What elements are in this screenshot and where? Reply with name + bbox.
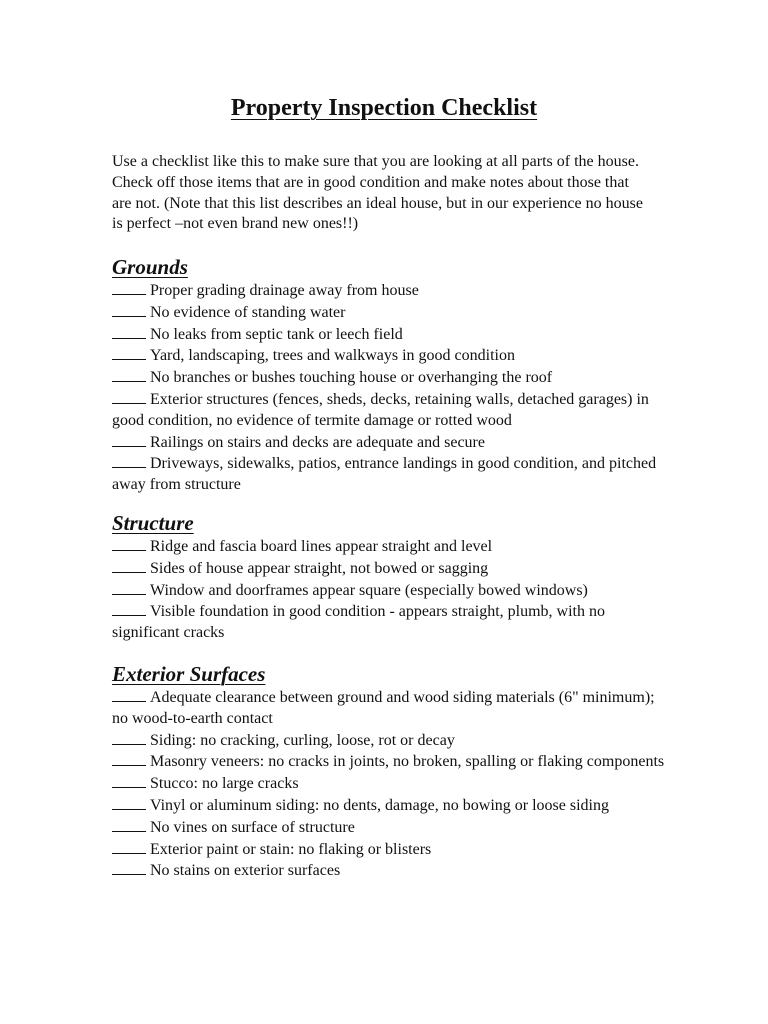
intro-paragraph: Use a checklist like this to make sure that you are looking at all parts of the house. Check off those items that are in good condition and make notes about those that are not. (Note that this list describes an ideal house, but in our experience no house is perfect –not even brand new ones!!) <box>112 153 643 233</box>
checklist-item: Vinyl or aluminum siding: no dents, damage, no bowing or loose siding <box>112 795 672 817</box>
check-blank[interactable] <box>112 432 146 447</box>
checklist-grounds <box>112 280 672 496</box>
section-structure <box>112 510 672 644</box>
checklist-item: No vines on surface of structure <box>112 817 672 839</box>
checklist-item: Window and doorframes appear square (especially bowed windows) <box>112 580 672 602</box>
checklist-item: Proper grading drainage away from house <box>112 280 672 302</box>
check-blank[interactable] <box>112 324 146 339</box>
checklist-item: Visible foundation in good condition - appears straight, plumb, with no significant cracks <box>112 603 605 642</box>
checklist-item: Driveways, sidewalks, patios, entrance landings in good condition, and pitched away from structure <box>112 455 657 494</box>
check-blank[interactable] <box>112 860 146 875</box>
check-blank[interactable] <box>112 280 146 295</box>
check-blank[interactable] <box>112 536 146 551</box>
checklist-structure <box>112 536 672 644</box>
check-blank[interactable] <box>112 302 146 317</box>
check-blank[interactable] <box>112 839 146 854</box>
check-blank[interactable] <box>112 795 146 810</box>
check-blank[interactable] <box>112 453 146 468</box>
checklist-item: Exterior paint or stain: no flaking or blisters <box>112 839 672 861</box>
checklist-item: Yard, landscaping, trees and walkways in good condition <box>112 345 672 367</box>
checklist-item: No branches or bushes touching house or overhanging the roof <box>112 367 672 389</box>
section-grounds <box>112 254 672 496</box>
checklist-item: Railings on stairs and decks are adequate and secure <box>112 432 672 454</box>
section-heading: Structure <box>112 511 194 535</box>
check-blank[interactable] <box>112 773 146 788</box>
check-blank[interactable] <box>112 687 146 702</box>
check-blank[interactable] <box>112 389 146 404</box>
check-blank[interactable] <box>112 558 146 573</box>
check-blank[interactable] <box>112 751 146 766</box>
checklist-item: No leaks from septic tank or leech field <box>112 324 672 346</box>
document-title-text: Property Inspection Checklist <box>230 95 538 121</box>
checklist-item: Sides of house appear straight, not bowed or sagging <box>112 558 672 580</box>
checklist-item: No evidence of standing water <box>112 302 672 324</box>
document-title <box>0 93 768 123</box>
checklist-item: Exterior structures (fences, sheds, decks, retaining walls, detached garages) in good condition, no evidence of termite damage or rotted wood <box>112 390 649 429</box>
section-heading: Exterior Surfaces <box>112 662 266 686</box>
checklist-item: No stains on exterior surfaces <box>112 860 672 882</box>
check-blank[interactable] <box>112 730 146 745</box>
check-blank[interactable] <box>112 601 146 616</box>
checklist-item: Stucco: no large cracks <box>112 773 672 795</box>
check-blank[interactable] <box>112 817 146 832</box>
check-blank[interactable] <box>112 367 146 382</box>
section-heading: Grounds <box>112 255 188 279</box>
checklist-exterior-surfaces <box>112 687 672 882</box>
checklist-item: Ridge and fascia board lines appear straight and level <box>112 536 672 558</box>
section-exterior-surfaces <box>112 661 672 882</box>
check-blank[interactable] <box>112 345 146 360</box>
check-blank[interactable] <box>112 580 146 595</box>
checklist-item: Masonry veneers: no cracks in joints, no broken, spalling or flaking components <box>112 751 672 773</box>
checklist-item: Siding: no cracking, curling, loose, rot or decay <box>112 730 672 752</box>
checklist-item: Adequate clearance between ground and wood siding materials (6" minimum); no wood-to-earth contact <box>112 689 655 727</box>
